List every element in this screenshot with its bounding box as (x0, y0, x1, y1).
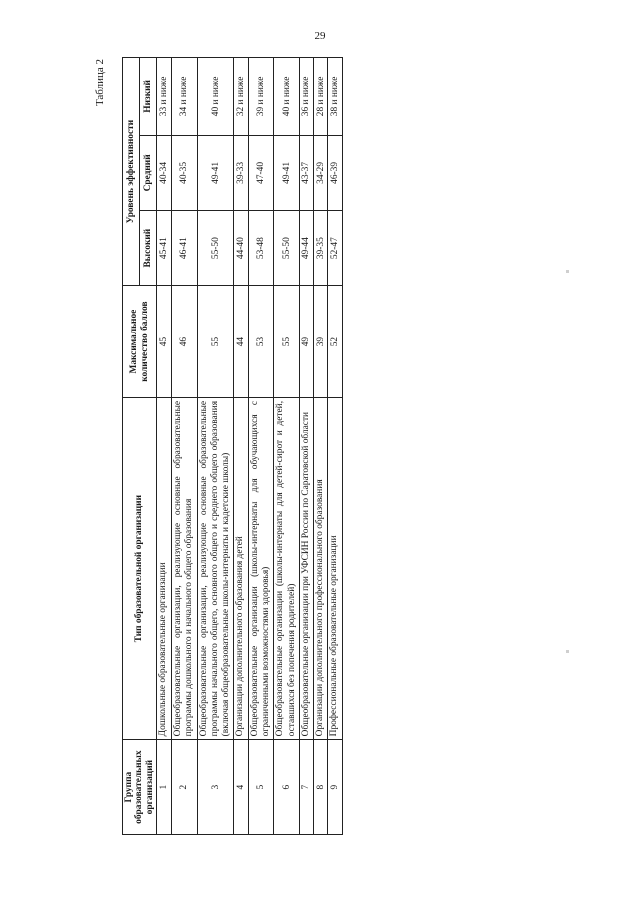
group-cell: 4 (234, 740, 248, 835)
efficiency-table (122, 57, 343, 835)
type-cell: Профессиональные образовательные организации (328, 397, 342, 739)
table-row (274, 58, 300, 835)
table-row (172, 58, 198, 835)
table-row (299, 58, 313, 835)
high-cell: 53-48 (248, 211, 274, 286)
type-cell: Дошкольные образовательные организации (157, 397, 172, 739)
max-cell: 52 (328, 286, 342, 398)
table-row (314, 58, 328, 835)
header-max-score: Максимальное количество баллов (123, 286, 157, 398)
medium-cell: 40-35 (172, 135, 198, 210)
low-cell: 36 и ниже (299, 58, 313, 136)
low-cell: 32 и ниже (234, 58, 248, 136)
margin-mark (566, 650, 569, 653)
medium-cell: 39-33 (234, 135, 248, 210)
low-cell: 34 и ниже (172, 58, 198, 136)
group-cell: 3 (197, 740, 234, 835)
group-cell: 8 (314, 740, 328, 835)
max-cell: 55 (274, 286, 300, 398)
table-row (248, 58, 274, 835)
high-cell: 52-47 (328, 211, 342, 286)
rotated-table-container (94, 57, 467, 835)
header-low: Низкий (140, 58, 157, 136)
page-number: 29 (314, 30, 326, 42)
max-cell: 45 (157, 286, 172, 398)
max-cell: 49 (299, 286, 313, 398)
max-cell: 46 (172, 286, 198, 398)
high-cell: 39-35 (314, 211, 328, 286)
max-cell: 44 (234, 286, 248, 398)
high-cell: 49-44 (299, 211, 313, 286)
low-cell: 33 и ниже (157, 58, 172, 136)
table-row (197, 58, 234, 835)
type-cell: Общеобразовательные организации, реализующие основные образовательные программы дошкольного и начального общего образования (172, 397, 198, 739)
header-high: Высокий (140, 211, 157, 286)
table-row (328, 58, 342, 835)
group-cell: 1 (157, 740, 172, 835)
group-cell: 7 (299, 740, 313, 835)
group-cell: 2 (172, 740, 198, 835)
header-medium: Средний (140, 135, 157, 210)
max-cell: 55 (197, 286, 234, 398)
header-group: Группа образовательных организаций (123, 740, 157, 835)
type-cell: Общеобразовательные организации при УФСИН России по Саратовской области (299, 397, 313, 739)
high-cell: 44-40 (234, 211, 248, 286)
medium-cell: 34-29 (314, 135, 328, 210)
low-cell: 39 и ниже (248, 58, 274, 136)
max-cell: 53 (248, 286, 274, 398)
low-cell: 40 и ниже (274, 58, 300, 136)
type-cell: Общеобразовательные организации (школы-интернаты для детей-сирот и детей, оставшихся без попечения родителей) (274, 397, 300, 739)
high-cell: 45-41 (157, 211, 172, 286)
type-cell: Общеобразовательные организации, реализующие основные образовательные программы начального общего, основного общего и среднего общего образования (включая общеобразовательные школы-интернаты и кадетские школы) (197, 397, 234, 739)
header-type: Тип образовательной организации (123, 397, 157, 739)
low-cell: 40 и ниже (197, 58, 234, 136)
medium-cell: 49-41 (197, 135, 234, 210)
group-cell: 9 (328, 740, 342, 835)
type-cell: Организации дополнительного образования детей (234, 397, 248, 739)
type-cell: Общеобразовательные организации (школы-интернаты для обучающихся с ограниченными возможностями здоровья) (248, 397, 274, 739)
table-row (157, 58, 172, 835)
max-cell: 39 (314, 286, 328, 398)
header-efficiency-level: Уровень эффективности (123, 58, 140, 286)
medium-cell: 40-34 (157, 135, 172, 210)
medium-cell: 49-41 (274, 135, 300, 210)
low-cell: 28 и ниже (314, 58, 328, 136)
low-cell: 38 и ниже (328, 58, 342, 136)
group-cell: 6 (274, 740, 300, 835)
group-cell: 5 (248, 740, 274, 835)
high-cell: 46-41 (172, 211, 198, 286)
medium-cell: 46-39 (328, 135, 342, 210)
high-cell: 55-50 (274, 211, 300, 286)
table-row (234, 58, 248, 835)
margin-mark (566, 270, 569, 273)
medium-cell: 47-40 (248, 135, 274, 210)
medium-cell: 43-37 (299, 135, 313, 210)
high-cell: 55-50 (197, 211, 234, 286)
table-title: Таблица 2 (94, 59, 106, 107)
type-cell: Организации дополнительного профессионального образования (314, 397, 328, 739)
